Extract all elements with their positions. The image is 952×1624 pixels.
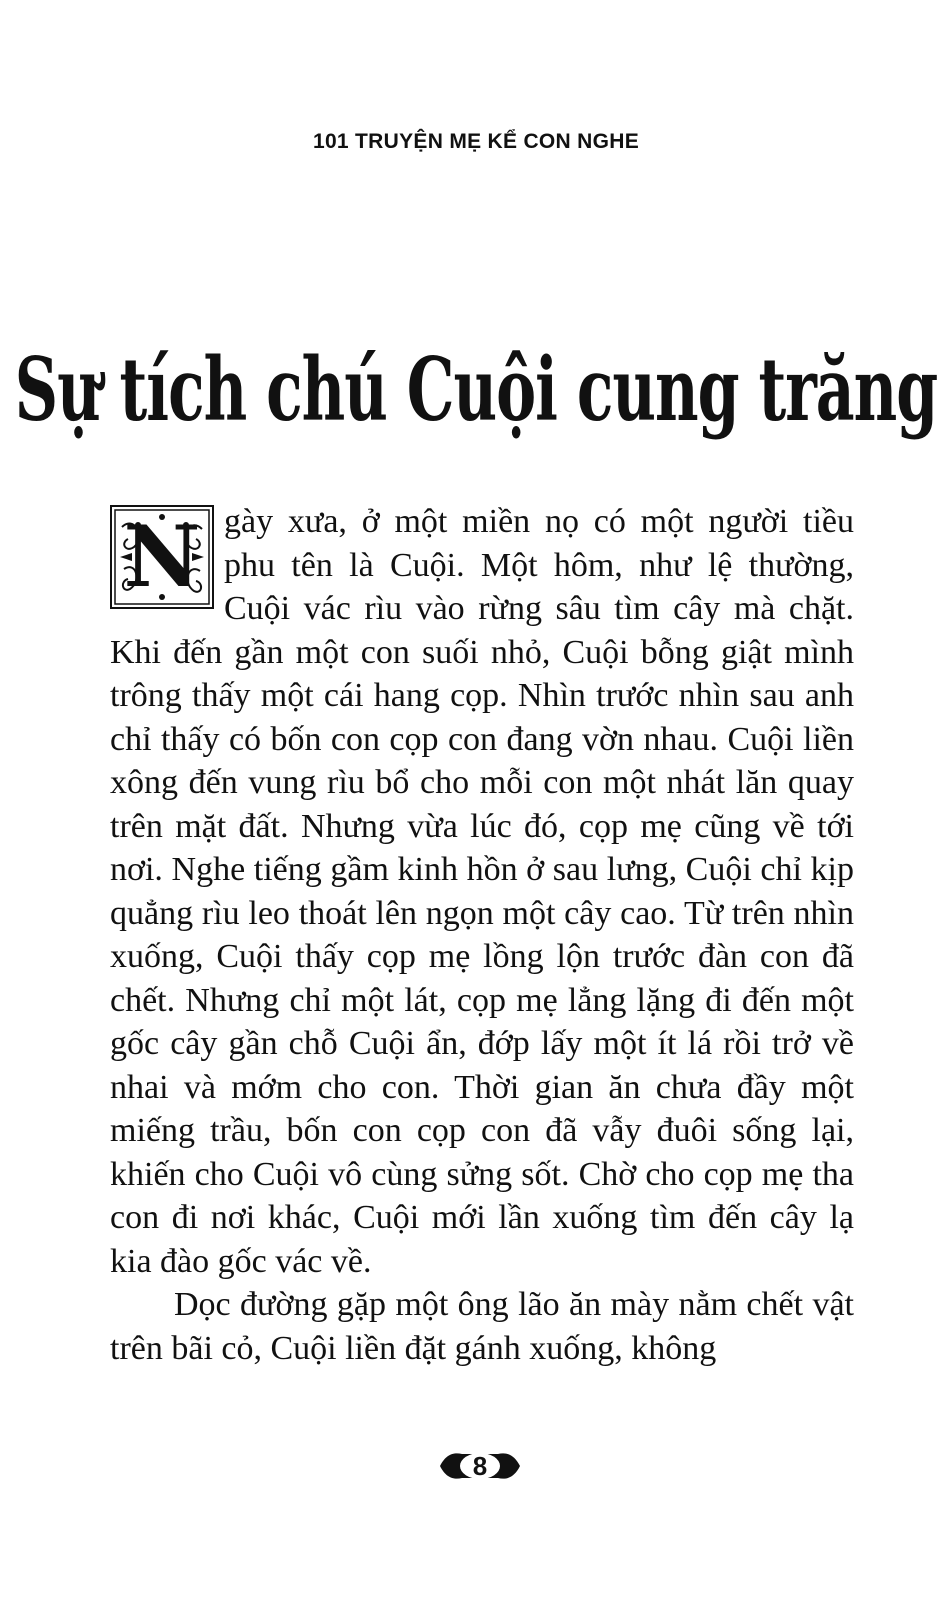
dropcap-letter: N bbox=[123, 507, 201, 606]
paragraph-1 bbox=[110, 500, 854, 1283]
page-number-ornament bbox=[436, 1446, 524, 1486]
paragraph-1-text: gày xưa, ở một miền nọ có một người tiều phu tên là Cuội. Một hôm, như lệ thường, Cuội vác rìu vào rừng sâu tìm cây mà chặt. Khi đến gần một con suối nhỏ, Cuội bỗng giật mình trông thấy một cái hang cọp. Nhìn trước nhìn sau anh chỉ thấy có bốn con cọp con đang vờn nhau. Cuội liền xông đến vung rìu bổ cho mỗi con một nhát lăn quay trên mặt đất. Nhưng vừa lúc đó, cọp mẹ cũng về tới nơi. Nghe tiếng gầm kinh hồn ở sau lưng, Cuội chỉ kịp quẳng rìu leo thoát lên ngọn một cây cao. Từ trên nhìn xuống, Cuội thấy cọp mẹ lồng lộn trước đàn con đã chết. Nhưng chỉ một lát, cọp mẹ lẳng lặng đi đến một gốc cây gần chỗ Cuội ẩn, đớp lấy một ít lá rồi trở về nhai và mớm cho con. Thời gian ăn chưa đầy một miếng trầu, bốn con cọp con đã vẫy đuôi sống lại, khiến cho Cuội vô cùng sửng sốt. Chờ cho cọp mẹ tha con đi nơi khác, Cuội mới lần xuống tìm đến cây lạ kia đào gốc vác về. bbox=[110, 503, 854, 1280]
story-body bbox=[110, 500, 854, 1370]
paragraph-2: Dọc đường gặp một ông lão ăn mày nằm chết vật trên bãi cỏ, Cuội liền đặt gánh xuống, không bbox=[110, 1286, 854, 1367]
story-title: Sự tích chú Cuội cung trăng bbox=[14, 340, 938, 442]
running-header: 101 TRUYỆN MẸ KỂ CON NGHE bbox=[312, 130, 640, 153]
dropcap-frame bbox=[110, 505, 214, 609]
page-number: 8 bbox=[472, 1451, 488, 1481]
